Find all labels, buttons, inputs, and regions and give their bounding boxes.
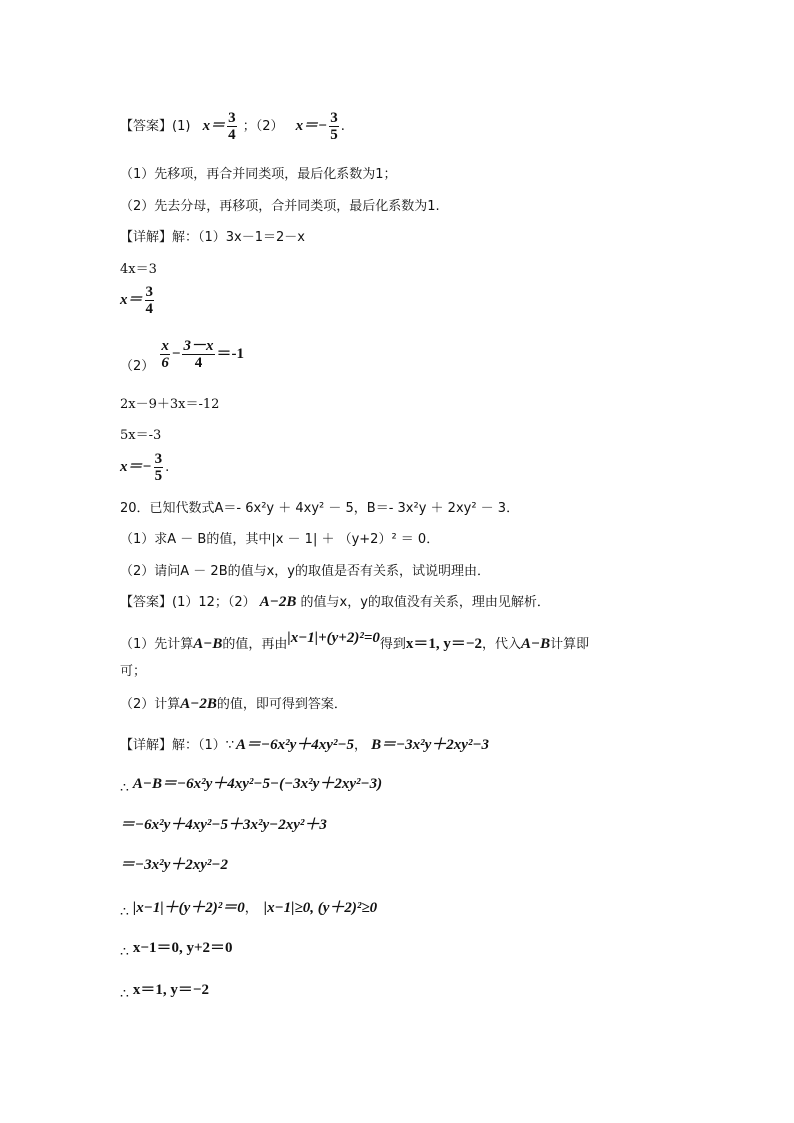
q19-frac-x-6: $\frac{x}{6}$ [161, 338, 169, 371]
q20-detail-line: 【详解】解：（1）∵ A＝−6x²y＋4xy²−5， B＝−3x²y＋2xy²−3 [120, 737, 490, 753]
q20-hint1-expr-ab: A−B [193, 636, 223, 652]
q19-answer-period: . [340, 119, 345, 134]
q20-line-expand: ＝−6x²y＋4xy²−5＋3x²y−2xy²＋3 [120, 817, 327, 833]
q19-hint-2: （2）先去分母，再移项，合并同类项，最后化系数为1. [120, 199, 440, 214]
q20-detail-A: A＝−6x²y＋4xy²−5 [236, 737, 355, 753]
q19-step-5x: 5x＝-3 [120, 428, 162, 443]
q19-ans1-x: x＝ [202, 118, 226, 134]
q19-result-fraction: $\frac{3}{4}$ [145, 284, 154, 317]
q20-hint1-cont: 可； [120, 664, 147, 679]
q20-answer-line [120, 594, 550, 611]
q20-answer-expr: A−2B [259, 594, 297, 610]
q20-hint1-expr-ab2: A−B [520, 636, 551, 652]
q20-line-xy: ∴ x＝1, y＝−2 [120, 982, 209, 1002]
q20-hint2-line: （2）计算A−2B的值，即可得到答案． [120, 696, 347, 712]
q20-sub1: （1）求A － B的值，其中|x － 1| ＋ （y+2）² ＝ 0． [120, 532, 440, 547]
q19-ans1-fraction: $\frac{3}{4}$ [228, 110, 236, 143]
q19-answer-label: 【答案】(1) [120, 119, 191, 134]
q19-ans2-fraction: $\frac{3}{5}$ [330, 110, 338, 143]
q19-answer-line [120, 110, 345, 143]
q19-step-2x: 2x－9＋3x＝-12 [120, 397, 220, 412]
q20-hint1-xy: x＝1, y＝−2 [405, 636, 482, 652]
therefore-symbol: ∴ [120, 904, 129, 920]
q20-sub2: （2）请问A － 2B的值与x，y的取值是否有关系，试说明理由． [120, 564, 491, 579]
q20-hint1-condition: |x−1|+(y+2)²=0 [287, 630, 380, 646]
q19-final-x: x＝− [120, 459, 152, 475]
q19-step-frac-result [120, 284, 156, 317]
q19-part2-equation [120, 338, 244, 374]
q19-final-fraction: $\frac{3}{5}$ [154, 451, 163, 484]
q20-detail-label: 【详解】解：（1）∵ [120, 738, 235, 753]
q20-answer-label: 【答案】(1）12；（2） [120, 595, 256, 610]
q20-line-zero: ∴ x−1＝0, y+2＝0 [120, 940, 233, 960]
q20-line-simplify: ＝−3x²y＋2xy²−2 [120, 857, 228, 873]
q19-x-eq: x＝ [120, 292, 143, 308]
q20-stem: 20．已知代数式A＝- 6x²y ＋ 4xy² － 5，B＝- 3x²y ＋ 2xy² － 3． [120, 501, 520, 516]
q19-final: x＝− $\frac{3}{5}$ . [120, 451, 170, 484]
q19-minus: − [171, 346, 181, 362]
therefore-symbol: ∴ [120, 944, 129, 960]
therefore-symbol: ∴ [120, 780, 129, 796]
q20-answer-tail: 的值与x，y的取值没有关系，理由见解析． [300, 595, 550, 610]
q19-ans2-x: x＝− [295, 118, 328, 134]
q20-hint1-line: （1）先计算A−B的值，再由|x−1|+(y+2)²=0得到x＝1, y＝−2，代入A−B计算即 [120, 630, 590, 652]
therefore-symbol: ∴ [120, 986, 129, 1002]
q19-step-4x: 4x＝3 [120, 262, 157, 277]
q19-detail-label: 【详解】解：（1）3x－1＝2－x [120, 230, 305, 245]
q19-answer-sep: ；（2） [242, 119, 284, 134]
q19-frac-3mx-4: $\frac{3-x}{4}$ [183, 338, 214, 371]
q19-hint-1: （1）先移项，再合并同类项，最后化系数为1； [120, 167, 397, 182]
q20-hint2-expr: A−2B [180, 696, 217, 712]
q20-line-ab: ∴ A−B＝−6x²y＋4xy²−5−(−3x²y＋2xy²−3) [120, 776, 383, 796]
q19-rhs: ＝-1 [216, 346, 244, 362]
q20-line-cond: ∴ |x−1|＋(y＋2)²＝0， |x−1|≥0, (y＋2)²≥0 [120, 900, 378, 920]
q19-part2-label: （2） [120, 359, 155, 374]
q20-detail-B: B＝−3x²y＋2xy²−3 [371, 737, 490, 753]
